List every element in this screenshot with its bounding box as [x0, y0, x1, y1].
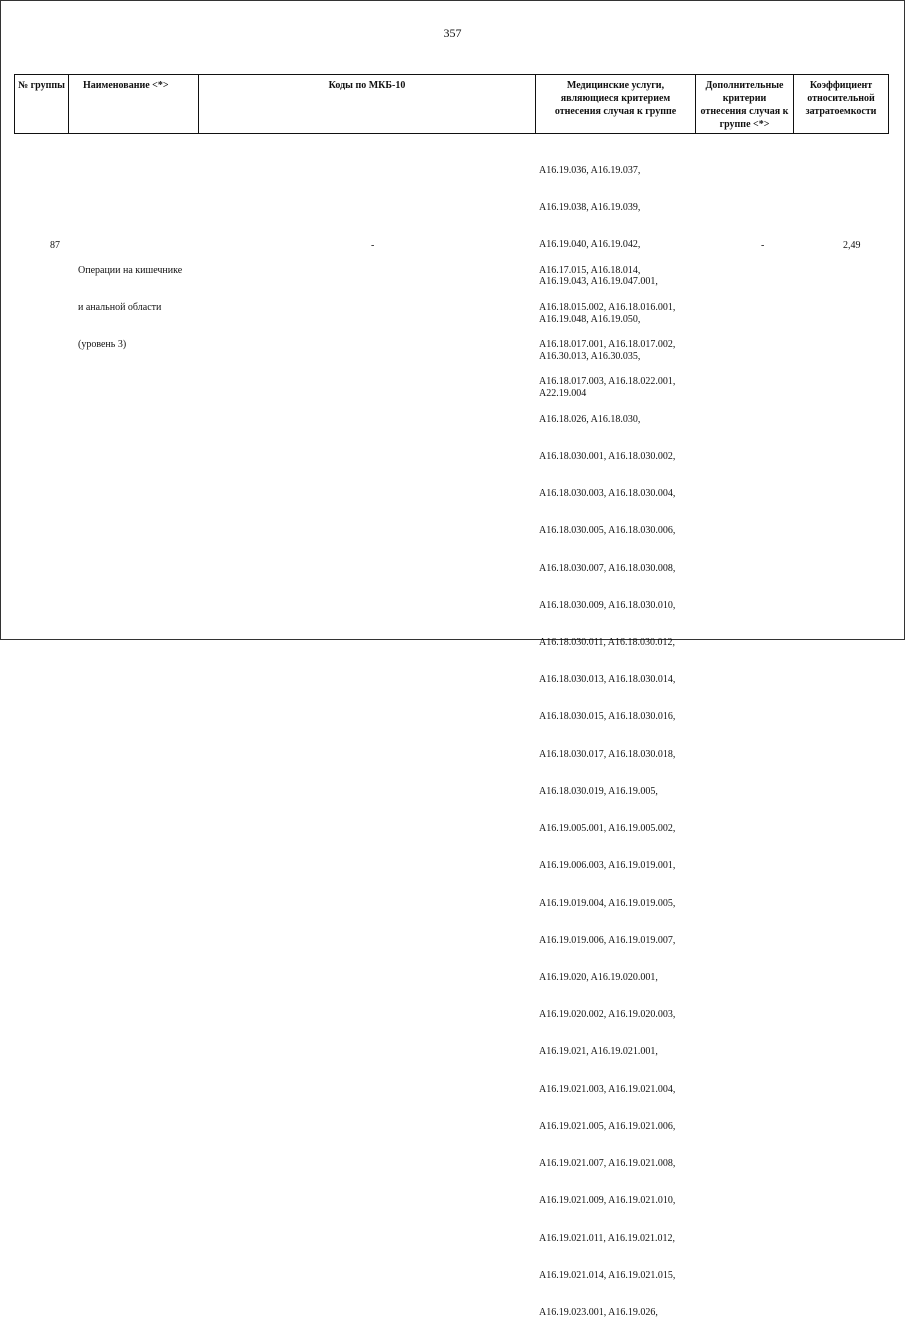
service-codes-line: A16.19.048, A16.19.050, [539, 313, 641, 325]
group-number: 87 [50, 240, 60, 251]
service-codes-line: A16.19.021.014, A16.19.021.015, [539, 1269, 676, 1281]
page-number: 357 [443, 26, 462, 40]
service-codes-line: A16.30.013, A16.30.035, [539, 350, 641, 362]
service-codes-line: A16.18.015.002, A16.18.016.001, [539, 302, 676, 314]
service-codes-line: A16.18.030.015, A16.18.030.016, [539, 711, 676, 723]
service-codes-line: A16.18.030.011, A16.18.030.012, [539, 637, 676, 648]
service-codes-line: A16.18.030.001, A16.18.030.002, [539, 450, 676, 462]
mkb-codes: - [371, 240, 375, 251]
service-codes-line: A16.19.005.001, A16.19.005.002, [539, 823, 676, 835]
service-codes-line: A16.19.006.003, A16.19.019.001, [539, 860, 676, 872]
service-codes-line: A16.19.023.001, A16.19.026, [539, 1306, 658, 1318]
service-codes-line: A16.19.043, A16.19.047.001, [539, 276, 658, 288]
service-codes-line: A16.18.026, A16.18.030, [539, 413, 641, 425]
service-codes-line: A16.19.019.004, A16.19.019.005, [539, 897, 676, 909]
header-group-no: № группы [15, 75, 69, 134]
service-codes-line: A16.18.030.009, A16.18.030.010, [539, 599, 676, 611]
header-coef: Коэффициент относительной затратоемкости [794, 75, 889, 134]
service-codes-line: A16.19.021, A16.19.021.001, [539, 1046, 658, 1058]
service-codes-line: A16.18.030.019, A16.19.005, [539, 785, 658, 797]
service-codes-line: A16.19.020, A16.19.020.001, [539, 971, 658, 983]
service-codes-line: A16.19.019.006, A16.19.019.007, [539, 934, 676, 946]
service-codes-line: A16.18.017.003, A16.18.022.001, [539, 376, 676, 388]
service-codes-line: A22.19.004 [539, 388, 587, 400]
service-codes-line: A16.18.017.001, A16.18.017.002, [539, 339, 676, 351]
service-codes-line: A16.19.021.007, A16.19.021.008, [539, 1158, 676, 1170]
group-name-line: Операции на кишечнике [78, 264, 183, 276]
service-codes-line: A16.18.030.013, A16.18.030.014, [539, 674, 676, 686]
service-codes-line: A16.19.040, A16.19.042, [539, 239, 641, 251]
service-codes-line: A16.18.030.017, A16.18.030.018, [539, 748, 676, 760]
service-codes-line: A16.17.015, A16.18.014, [539, 264, 641, 276]
service-codes-line: A16.18.030.003, A16.18.030.004, [539, 488, 676, 500]
service-codes-line: A16.18.030.007, A16.18.030.008, [539, 562, 676, 574]
service-codes-line: A16.19.021.003, A16.19.021.004, [539, 1083, 676, 1095]
group-name-line: и анальной области [78, 302, 162, 314]
service-codes-line: A16.19.021.009, A16.19.021.010, [539, 1195, 676, 1207]
service-codes-line: A16.19.036, A16.19.037, [539, 164, 641, 176]
header-services: Медицинские услуги, являющиеся критерием отнесения случая к группе [536, 75, 696, 134]
group-name [78, 240, 182, 364]
service-codes-line: A16.19.020.002, A16.19.020.003, [539, 1009, 676, 1021]
cost-coefficient: 2,49 [843, 240, 861, 251]
table-header [14, 74, 889, 134]
service-codes-line: A16.19.021.011, A16.19.021.012, [539, 1232, 676, 1244]
extra-criteria: - [761, 240, 765, 251]
group-services [539, 240, 675, 1332]
header-mkb: Коды по МКБ-10 [199, 75, 536, 134]
service-codes-line: A16.18.030.005, A16.18.030.006, [539, 525, 676, 537]
group-name-line: (уровень 3) [78, 339, 127, 351]
header-extra: Дополнительные критерии отнесения случая к группе <*> [696, 75, 794, 134]
service-codes-line: A16.19.021.005, A16.19.021.006, [539, 1120, 676, 1132]
service-codes-line: A16.19.038, A16.19.039, [539, 202, 641, 214]
header-name: Наименование <*> [69, 75, 199, 134]
